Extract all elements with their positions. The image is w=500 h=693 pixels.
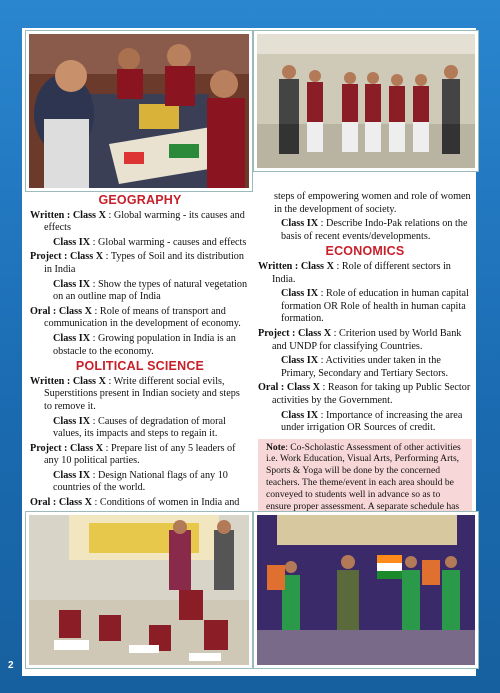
- note-label: Note: [266, 441, 286, 453]
- polsci-oral-ix: Class IX : Describe Indo-Pak relations on the basis of recent events/developments.: [281, 218, 468, 242]
- polsci-heading: POLITICAL SCIENCE: [75, 359, 205, 374]
- economics-heading: ECONOMICS: [325, 244, 405, 259]
- geography-project-x: Project : Class X : Types of Soil and its distribution in India: [30, 251, 244, 275]
- geography-project-ix: Class IX : Show the types of natural vegetation on an outline map of India: [53, 278, 248, 303]
- photo-model-exhibition: [26, 31, 252, 191]
- economics-oral-x: Oral : Class X : Reason for taking up Public Sector activities by the Government.: [258, 382, 471, 406]
- economics-project-x: Project : Class X : Criterion used by World Bank and UNDP for classifying Countries.: [258, 327, 462, 352]
- note-text: : Co-Scholastic Assessment of other activities i.e. Work Education, Visual Arts, Performing Arts, Sports & Yoga will be done by the concerned teachers. The theme/event in each area should be conveyed to students well in advance so as to ensure proper assessment. A separate schedule has: [266, 441, 461, 512]
- right-column: [258, 191, 472, 527]
- geography-written-x: Written : Class X : Global warming - its causes and effects: [30, 209, 245, 234]
- page-number: 2: [8, 660, 14, 671]
- photo-cultural-performance: [254, 512, 478, 668]
- polsci-oral-x: Oral : Class X : Conditions of women in India and: [30, 497, 240, 509]
- economics-written-x: Written : Class X : Role of different sectors in India.: [258, 260, 451, 285]
- polsci-written-x: Written : Class X : Write different social evils, Superstitions present in Indian society and steps to remove it.: [30, 375, 240, 412]
- geography-oral-ix: Class IX : Growing population in India is an obstacle to the economy.: [53, 332, 236, 357]
- polsci-project-x: Project : Class X : Prepare list of any 5 leaders of any 10 political parties.: [30, 442, 236, 467]
- geography-oral-x: Oral : Class X : Role of means of transport and communication in the development of economy.: [30, 305, 241, 330]
- polsci-written-ix: Class IX : Causes of degradation of moral values, its impacts and steps to regain it.: [53, 415, 226, 440]
- economics-oral-ix: Class IX : Importance of increasing the area under irrigation OR Sources of credit.: [281, 409, 463, 434]
- economics-written-ix: Class IX : Role of education in human capital formation OR Role of health in human capita formation.: [281, 288, 469, 325]
- polsci-oral-x-continued: steps of empowering women and role of women in the development of society.: [274, 191, 471, 215]
- photo-students-standing: [254, 31, 478, 171]
- polsci-project-ix: Class IX : Design National flags of any 10 countries of the world.: [53, 469, 228, 494]
- geography-heading: GEOGRAPHY: [98, 193, 182, 207]
- photo-drawing-activity: [26, 512, 252, 668]
- geography-written-ix: Class IX : Global warming - causes and effects: [53, 236, 247, 248]
- economics-project-ix: Class IX : Activities under taken in the Primary, Secondary and Tertiary Sectors.: [281, 355, 449, 379]
- left-column: [30, 192, 250, 512]
